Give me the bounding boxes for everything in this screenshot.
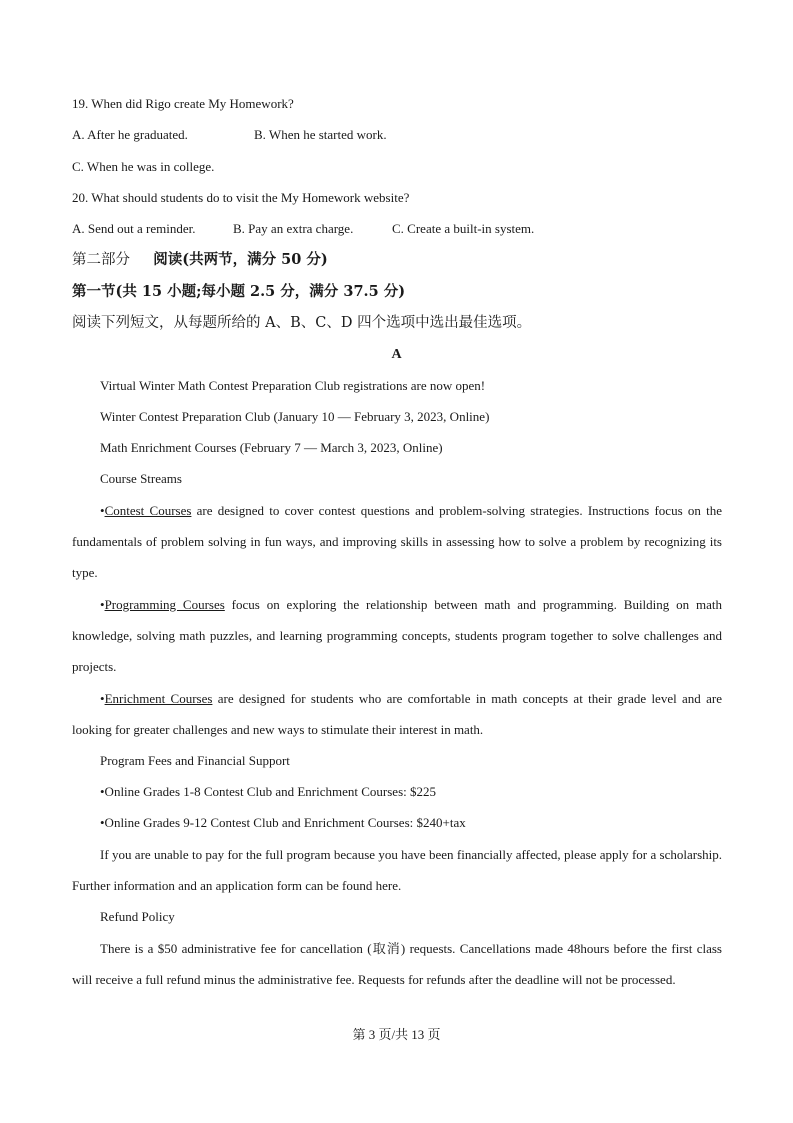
contest-courses-link[interactable]: Contest Courses — [104, 503, 192, 518]
reading-instruction: 阅读下列短文，从每题所给的 A、B、C、D 四个选项中选出最佳选项。 — [72, 315, 532, 331]
course-streams-heading: Course Streams — [100, 471, 182, 486]
part2-title: 阅读(共两节，满分 50 分) — [153, 251, 328, 268]
fee-grades-9-12: •Online Grades 9-12 Contest Club and Enrichment Courses: $240+tax — [100, 815, 466, 830]
q19-option-b: B. When he started work. — [254, 127, 387, 142]
contest-courses-paragraph: •Contest Courses are designed to cover contest questions and problem-solving strategies. Instructions focus on the fundamentals of problem solving in fun ways, and improving skills in assessing how to solve a problem by recognizing its type. — [72, 503, 722, 581]
scholarship-paragraph: If you are unable to pay for the full program because you have been financially affected, please apply for a scholarship. Further information and an application form can be found here. — [72, 847, 722, 894]
passage-label: A — [391, 347, 402, 362]
question-19: 19. When did Rigo create My Homework? — [72, 96, 294, 111]
contest-courses-text: are designed to cover contest questions and problem-solving strategies. Instructions focus on the fundamentals of problem solving in fun ways, and improving skills in assessing how to solve a problem by recognizing its type. — [72, 503, 722, 581]
page-number: 第 3 页/共 13 页 — [352, 1027, 441, 1042]
refund-heading: Refund Policy — [100, 909, 175, 924]
enrichment-courses-link[interactable]: Enrichment Courses — [104, 691, 213, 706]
programming-courses-link[interactable]: Programming Courses — [104, 597, 225, 612]
programming-courses-text: focus on exploring the relationship between math and programming. Building on math knowledge, solving math puzzles, and learning programming concepts, students program together to solve challenges and projects. — [72, 597, 722, 675]
q20-option-c: C. Create a built-in system. — [392, 221, 535, 236]
part2-heading — [72, 251, 722, 269]
enrichment-courses-text: are designed for students who are comfortable in math concepts at their grade level and are looking for greater challenges and new ways to stimulate their interest in math. — [72, 691, 722, 738]
part2-prefix: 第二部分 — [72, 252, 130, 268]
q20-option-a: A. Send out a reminder. — [72, 221, 196, 236]
passage-line-registration: Virtual Winter Math Contest Preparation Club registrations are now open! — [100, 378, 486, 393]
q20-option-b: B. Pay an extra charge. — [233, 221, 354, 236]
fee-grades-1-8: •Online Grades 1-8 Contest Club and Enrichment Courses: $225 — [100, 784, 437, 799]
q19-option-a: A. After he graduated. — [72, 127, 188, 142]
q19-option-c: C. When he was in college. — [72, 159, 215, 174]
passage-line-enrichment-dates: Math Enrichment Courses (February 7 — March 3, 2023, Online) — [100, 440, 443, 455]
fees-heading: Program Fees and Financial Support — [100, 753, 290, 768]
refund-paragraph: There is a $50 administrative fee for cancellation (取消) requests. Cancellations made 48hours before the first class will receive a full refund minus the administrative fee. Requests for refunds after the deadline will not be processed. — [72, 941, 722, 988]
question-20: 20. What should students do to visit the My Homework website? — [72, 190, 410, 205]
passage-line-club-dates: Winter Contest Preparation Club (January 10 — February 3, 2023, Online) — [100, 409, 490, 424]
programming-courses-paragraph: •Programming Courses focus on exploring the relationship between math and programming. Building on math knowledge, solving math puzzles, and learning programming concepts, students program together to solve challenges and projects. — [72, 597, 722, 675]
enrichment-courses-paragraph: •Enrichment Courses are designed for students who are comfortable in math concepts at their grade level and are looking for greater challenges and new ways to stimulate their interest in math. — [72, 691, 722, 738]
section1-heading: 第一节(共 15 小题;每小题 2.5 分，满分 37.5 分) — [72, 283, 406, 300]
